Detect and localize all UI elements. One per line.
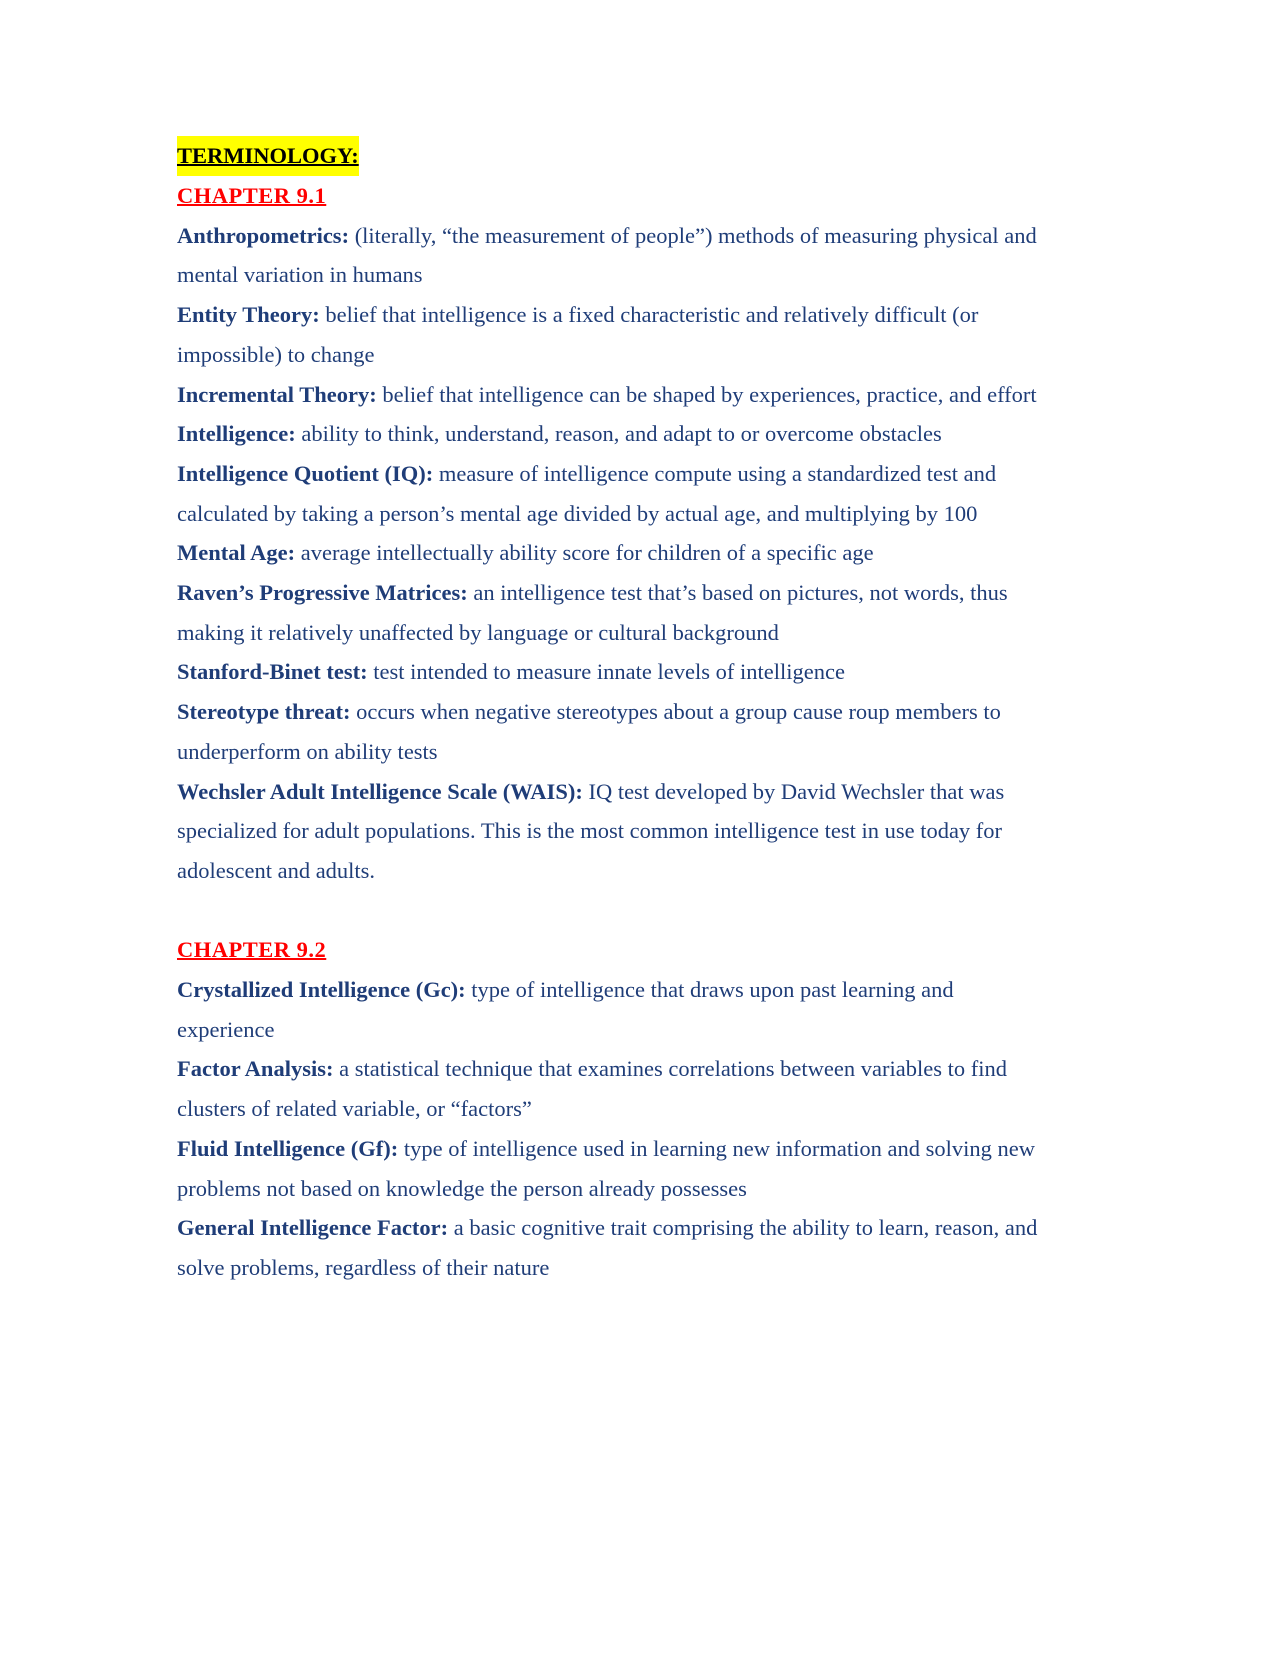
term-label: Intelligence Quotient (IQ): [177,460,434,486]
term-label: Intelligence: [177,421,296,447]
term-definition: measure of intelligence compute using a standardized test and calculated by taking a person’s mental age divided by actual age, and multiplying by 100 [177,460,997,526]
term-entry [177,533,1042,573]
term-definition: type of intelligence used in learning new information and solving new problems not based on knowledge the person already possesses [177,1135,1035,1201]
term-entry [177,573,1042,652]
sections [177,176,1042,1288]
term-entry [177,454,1042,533]
term-entry [177,692,1042,771]
term-label: Entity Theory: [177,302,320,328]
term-definition: a statistical technique that examines correlations between variables to find clusters of related variable, or “factors” [177,1056,1007,1122]
term-entry [177,414,1042,454]
term-label: Anthropometrics: [177,222,350,248]
term-entry [177,970,1042,1049]
chapter-heading: CHAPTER 9.1 [177,183,327,208]
term-entry [177,216,1042,295]
term-definition: test intended to measure innate levels of intelligence [373,659,845,685]
blank-line [177,891,1042,931]
term-definition: belief that intelligence is a fixed characteristic and relatively difficult (or impossible) to change [177,302,979,367]
term-label: Mental Age: [177,540,296,566]
term-definition: an intelligence test that’s based on pictures, not words, thus making it relatively unaffected by language or cultural background [177,580,1008,645]
term-entry [177,1208,1042,1287]
term-label: Stereotype threat: [177,699,351,725]
term-entry [177,1049,1042,1128]
document-page [177,136,1042,1288]
term-entry [177,772,1042,891]
term-label: Incremental Theory: [177,381,377,407]
chapter-heading: CHAPTER 9.2 [177,937,327,963]
term-label: Stanford-Binet test: [177,659,368,685]
document-title: TERMINOLOGY: [177,136,359,176]
term-definition: (literally, “the measurement of people”) methods of measuring physical and mental variation in humans [177,222,1037,288]
term-definition: a basic cognitive trait comprising the ability to learn, reason, and solve problems, regardless of their nature [177,1215,1038,1280]
term-definition: occurs when negative stereotypes about a group cause roup members to underperform on ability tests [177,699,1001,764]
term-entry [177,652,1042,692]
term-label: Factor Analysis: [177,1056,334,1082]
term-definition: ability to think, understand, reason, and adapt to or overcome obstacles [301,421,942,447]
term-entry [177,375,1042,415]
term-definition: type of intelligence that draws upon past learning and experience [177,977,954,1042]
term-label: Wechsler Adult Intelligence Scale (WAIS): [177,778,583,804]
term-definition: IQ test developed by David Wechsler that was specialized for adult populations. This is the most common intelligence test in use today for adolescent and adults. [177,778,1005,883]
term-definition: belief that intelligence can be shaped by experiences, practice, and effort [382,381,1037,407]
term-label: Raven’s Progressive Matrices: [177,580,468,606]
term-entry [177,1129,1042,1208]
term-label: General Intelligence Factor: [177,1215,449,1241]
term-label: Crystallized Intelligence (Gc): [177,977,466,1003]
term-entry [177,295,1042,374]
term-label: Fluid Intelligence (Gf): [177,1135,399,1161]
term-definition: average intellectually ability score for children of a specific age [300,540,874,566]
